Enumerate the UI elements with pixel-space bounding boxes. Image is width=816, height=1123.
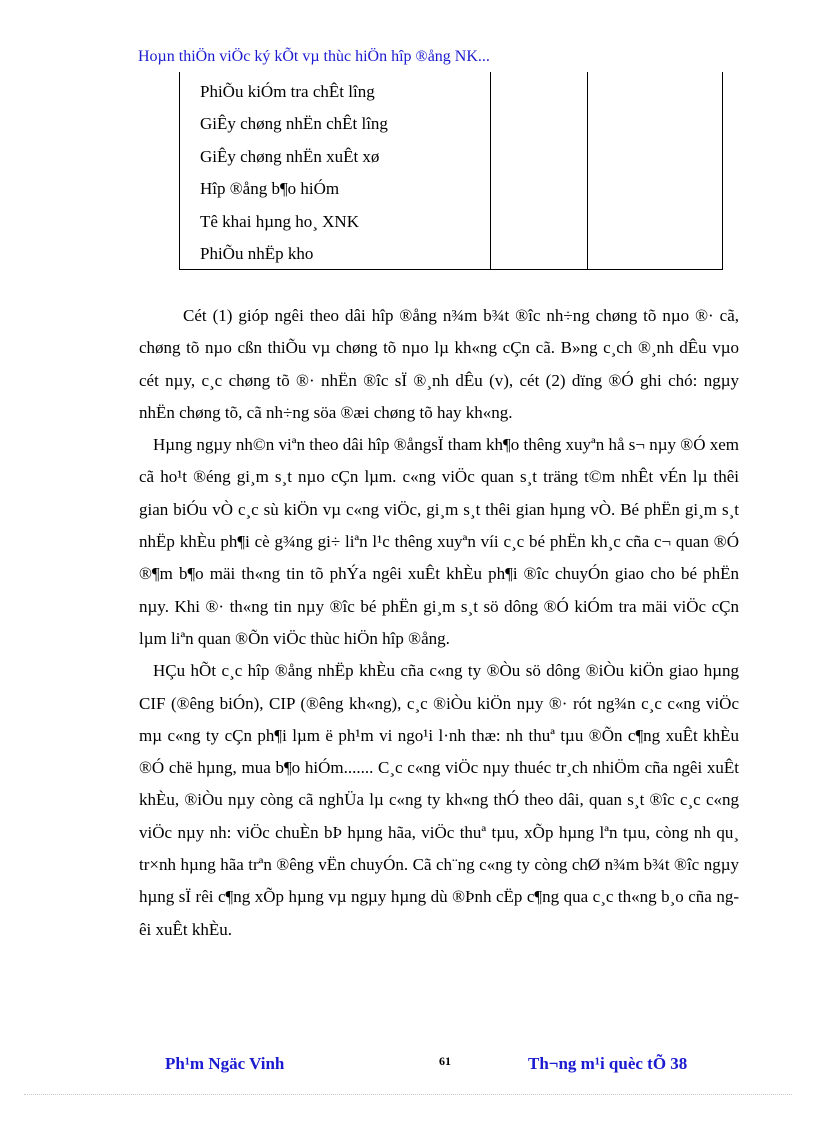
body-text [139, 300, 739, 946]
footer-class-name: Th¬ng m¹i quèc tÕ 38 [528, 1054, 688, 1073]
document-checklist-table [179, 72, 723, 270]
body-paragraph: Cét (1) gióp ngêi theo dâi hîp ®ång n¾m b¾t ®îc nh÷ng chøng tõ nµo ®· cã, chøng tõ nµo cßn thiÕu vµ chøng tõ nµo lµ kh«ng cÇn cã. B»ng c¸ch ®¸nh dÊu vµo cét nµy, c¸c chøng tõ ®· nhËn ®îc sÏ ®¸nh dÊu (v), cét (2) dïng ®Ó ghi chó: ngµy nhËn chøng tõ, cã nh÷ng söa ®æi chøng tõ hay kh«ng. [139, 306, 739, 422]
table-row-label: Hîp ®ång b¶o hiÓm [200, 179, 340, 199]
document-type-list [200, 76, 388, 270]
page-bottom-divider [24, 1094, 792, 1095]
body-paragraph: HÇu hÕt c¸c hîp ®ång nhËp khÈu cña c«ng ty ®Òu sö dông ®iÒu kiÖn giao hµng CIF (®êng biÓn), CIP (®êng kh«ng), c¸c ®iÒu kiÖn nµy ®· rót ng¾n c¸c c«ng viÖc mµ c«ng ty cÇn ph¶i lµm ë ph¹m vi ngo¹i l·nh thæ: nh thuª tµu ®Õn c¶ng xuÊt khÈu ®Ó chë hµng, mua b¶o hiÓm....... C¸c c«ng viÖc nµy thuéc tr¸ch nhiÖm cña ngêi xuÊt khÈu, ®iÒu nµy còng cã nghÜa lµ c«ng ty kh«ng thÓ theo dâi, quan s¸t ®îc c¸c c«ng viÖc nµy nh: viÖc chuÈn bÞ hµng hãa, viÖc thuª tµu, xÕp hµng lªn tµu, còng nh qu¸ tr×nh hµng hãa trªn ®êng vËn chuyÓn. Cã ch¨ng c«ng ty còng chØ n¾m b¾t ®îc ngµy hµng sÏ rêi c¶ng xÕp hµng vµ ngµy hµng dù ®Þnh cËp c¶ng qua c¸c th«ng b¸o cña ngêi xuÊt khÈu. [139, 661, 739, 939]
table-row-label: PhiÕu nhËp kho [200, 244, 314, 264]
table-column-divider [587, 72, 588, 269]
table-row-label: PhiÕu kiÓm tra chÊt lîng [200, 82, 375, 101]
table-row-label: Tê khai hµng ho¸ XNK [200, 211, 359, 231]
table-row-label: GiÊy chøng nhËn chÊt lîng [200, 114, 388, 134]
page-header-title: Hoµn thiÖn viÖc ký kÕt vµ thùc hiÖn hîp ®ång NK... [138, 48, 490, 65]
footer-author: Ph¹m Ngäc Vinh [165, 1054, 285, 1073]
body-paragraph: Hµng ngµy nh©n viªn theo dâi hîp ®ångsÏ tham kh¶o thêng xuyªn hå s¬ nµy ®Ó xem cã ho¹t ®éng gi¸m s¸t nµo cÇn lµm. c«ng viÖc quan s¸t träng t©m nhÊt vÉn lµ thêi gian biÓu vÒ c¸c sù kiÖn vµ c«ng viÖc, gi¸m s¸t thêi gian hµng vÒ. Bé phËn gi¸m s¸t nhËp khÈu ph¶i cè g¾ng gi÷ liªn l¹c thêng xuyªn víi c¸c bé phËn kh¸c cña c¬ quan ®Ó ®¶m b¶o mäi th«ng tin tõ phÝa ngêi xuÊt khÈu ph¶i ®îc chuyÓn giao cho bé phËn nµy. Khi ®· th«ng tin nµy ®îc bé phËn gi¸m s¸t sö dông ®Ó kiÓm tra mäi viÖc cÇn lµm liªn quan ®Õn viÖc thùc hiÖn hîp ®ång. [139, 435, 739, 648]
table-column-divider [490, 72, 491, 269]
table-row-label: GiÊy chøng nhËn xuÊt xø [200, 146, 380, 166]
footer-page-number: 61 [439, 1054, 451, 1068]
